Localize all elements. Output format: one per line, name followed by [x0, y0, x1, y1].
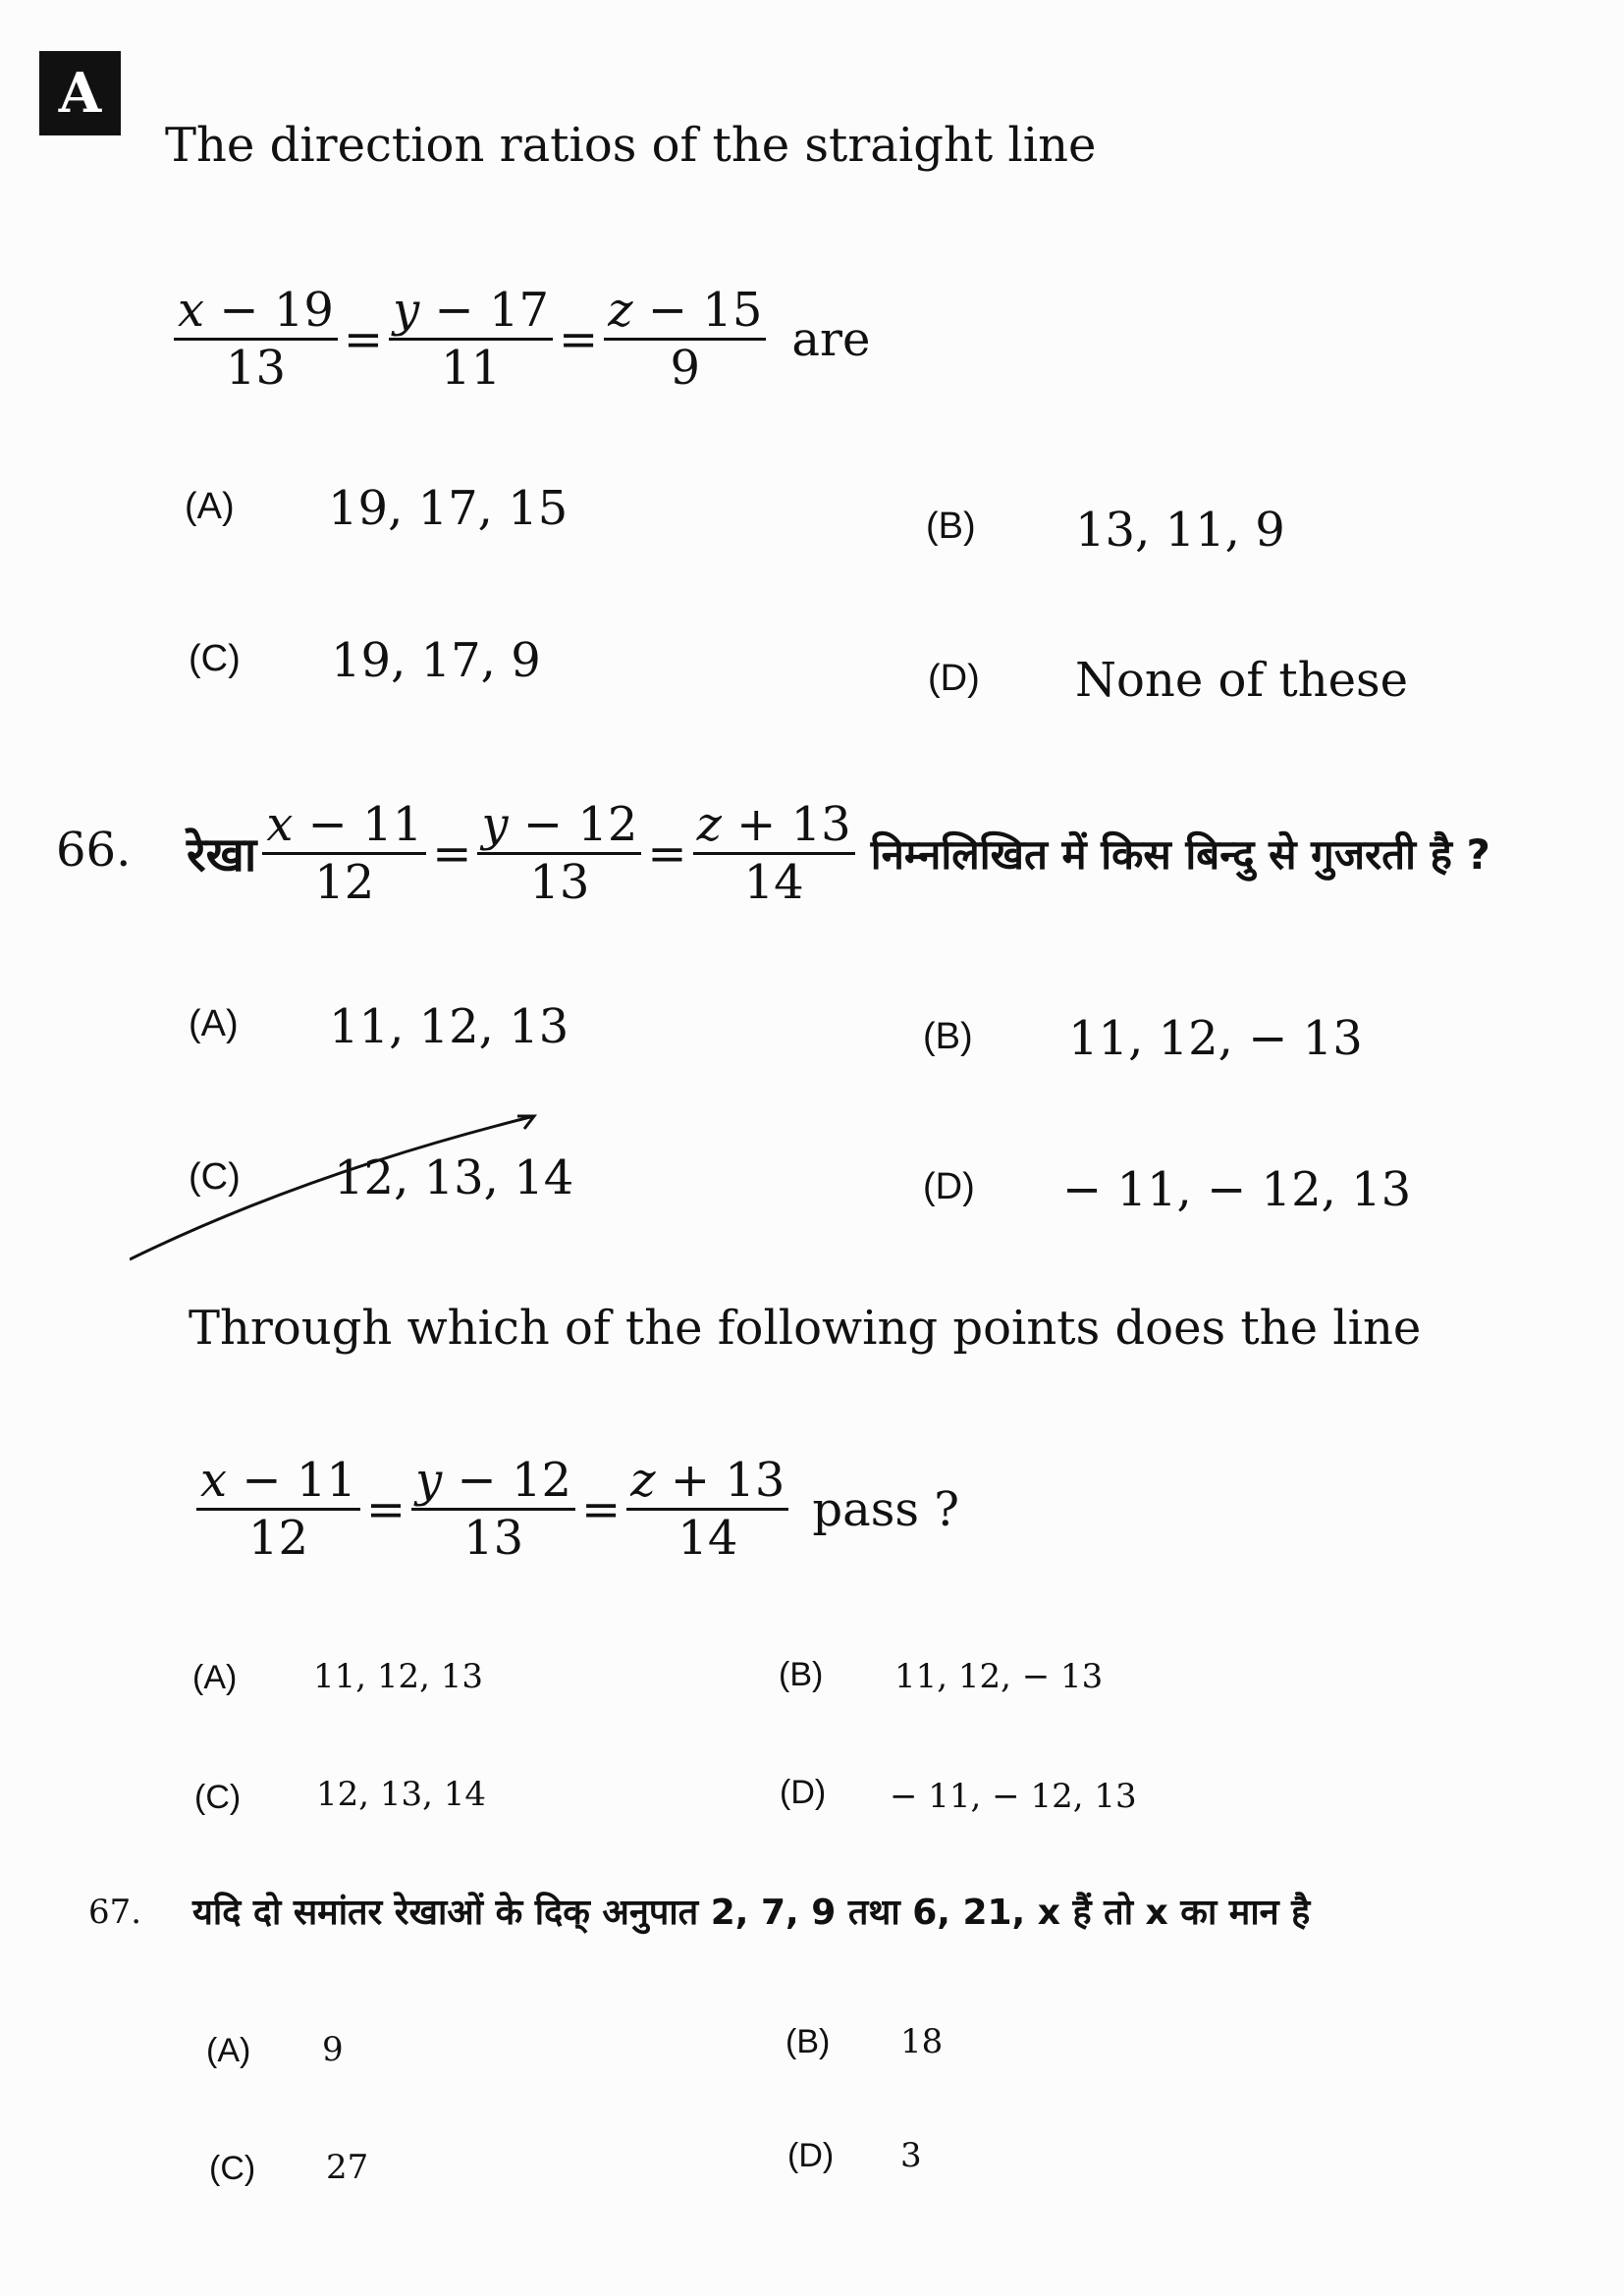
equation-suffix: are	[791, 311, 871, 367]
fraction: $\frac{x - 19}{13}$	[174, 283, 338, 396]
hindi-text: रेखा	[187, 828, 257, 882]
option-value: 11, 12, 13	[313, 1657, 484, 1696]
q67-text: यदि दो समांतर रेखाओं के दिक् अनुपात 2, 7, 9 तथा 6, 21, x हैं तो x का मान है	[192, 1893, 1311, 1933]
option-value: 18	[900, 2022, 944, 2061]
option-value: 11, 12, − 13	[1068, 1011, 1363, 1066]
option-label: (A)	[189, 1003, 239, 1044]
option-value: 13, 11, 9	[1075, 503, 1285, 558]
option-value: 12, 13, 14	[316, 1775, 487, 1814]
fraction: $\frac{z - 15}{9}$	[604, 283, 766, 396]
fraction: $\frac{x - 11}{12}$	[196, 1453, 360, 1566]
option-value: 19, 17, 15	[328, 481, 568, 536]
handwritten-strike-mark	[130, 1114, 542, 1261]
booklet-series-badge: A	[39, 51, 121, 135]
option-label: (B)	[926, 506, 976, 547]
hindi-text: निम्नलिखित में किस बिन्दु से गुजरती है ?	[870, 830, 1490, 879]
option-label: (B)	[923, 1016, 973, 1057]
option-label: (C)	[189, 638, 241, 679]
option-value: 11, 12, 13	[329, 999, 569, 1054]
option-label: (D)	[787, 2137, 835, 2174]
option-value: − 11, − 12, 13	[890, 1777, 1137, 1816]
option-label: (A)	[206, 2032, 251, 2069]
q65-text: The direction ratios of the straight line	[165, 118, 1097, 173]
option-label: (C)	[189, 1156, 241, 1198]
option-value: 11, 12, − 13	[894, 1657, 1104, 1696]
option-value: 12, 13, 14	[334, 1150, 574, 1205]
option-value: − 11, − 12, 13	[1062, 1162, 1412, 1217]
fraction: $\frac{y - 12}{13}$	[411, 1453, 575, 1566]
option-label: (C)	[209, 2150, 256, 2187]
option-label: (B)	[779, 1656, 824, 1693]
option-value: 9	[322, 2030, 344, 2069]
option-value: None of these	[1075, 653, 1409, 708]
option-label: (A)	[185, 486, 235, 527]
option-value: 27	[326, 2148, 369, 2187]
q65-equation: $\frac{x - 19}{13}$ = $\frac{y - 17}{11}$ = $\frac{z - 15}{9}$ are	[174, 283, 870, 396]
question-number: 67.	[88, 1893, 142, 1932]
fraction: $\frac{y - 12}{13}$	[477, 797, 641, 910]
q66-english-equation: $\frac{x - 11}{12}$ = $\frac{y - 12}{13}$ = $\frac{z + 13}{14}$ pass ?	[196, 1453, 959, 1566]
fraction: $\frac{z + 13}{14}$	[626, 1453, 788, 1566]
fraction: $\frac{y - 17}{11}$	[389, 283, 553, 396]
option-label: (B)	[785, 2023, 831, 2060]
q66-english-text: Through which of the following points does the line	[189, 1301, 1422, 1356]
option-value: 3	[900, 2136, 922, 2175]
option-label: (D)	[780, 1774, 827, 1811]
option-label: (C)	[194, 1779, 242, 1816]
option-label: (D)	[923, 1166, 975, 1207]
fraction: $\frac{z + 13}{14}$	[693, 797, 855, 910]
fraction: $\frac{x - 11}{12}$	[262, 797, 426, 910]
option-label: (A)	[192, 1659, 238, 1696]
question-number: 66.	[56, 823, 132, 878]
option-value: 19, 17, 9	[331, 633, 541, 688]
q66-hindi-line: रेखा $\frac{x - 11}{12}$ = $\frac{y - 12}{13}$ = $\frac{z + 13}{14}$ निम्नलिखित में किस बिन्दु से गुजरती है ?	[187, 797, 1490, 910]
equation-suffix: pass ?	[812, 1481, 959, 1537]
option-label: (D)	[928, 658, 980, 699]
